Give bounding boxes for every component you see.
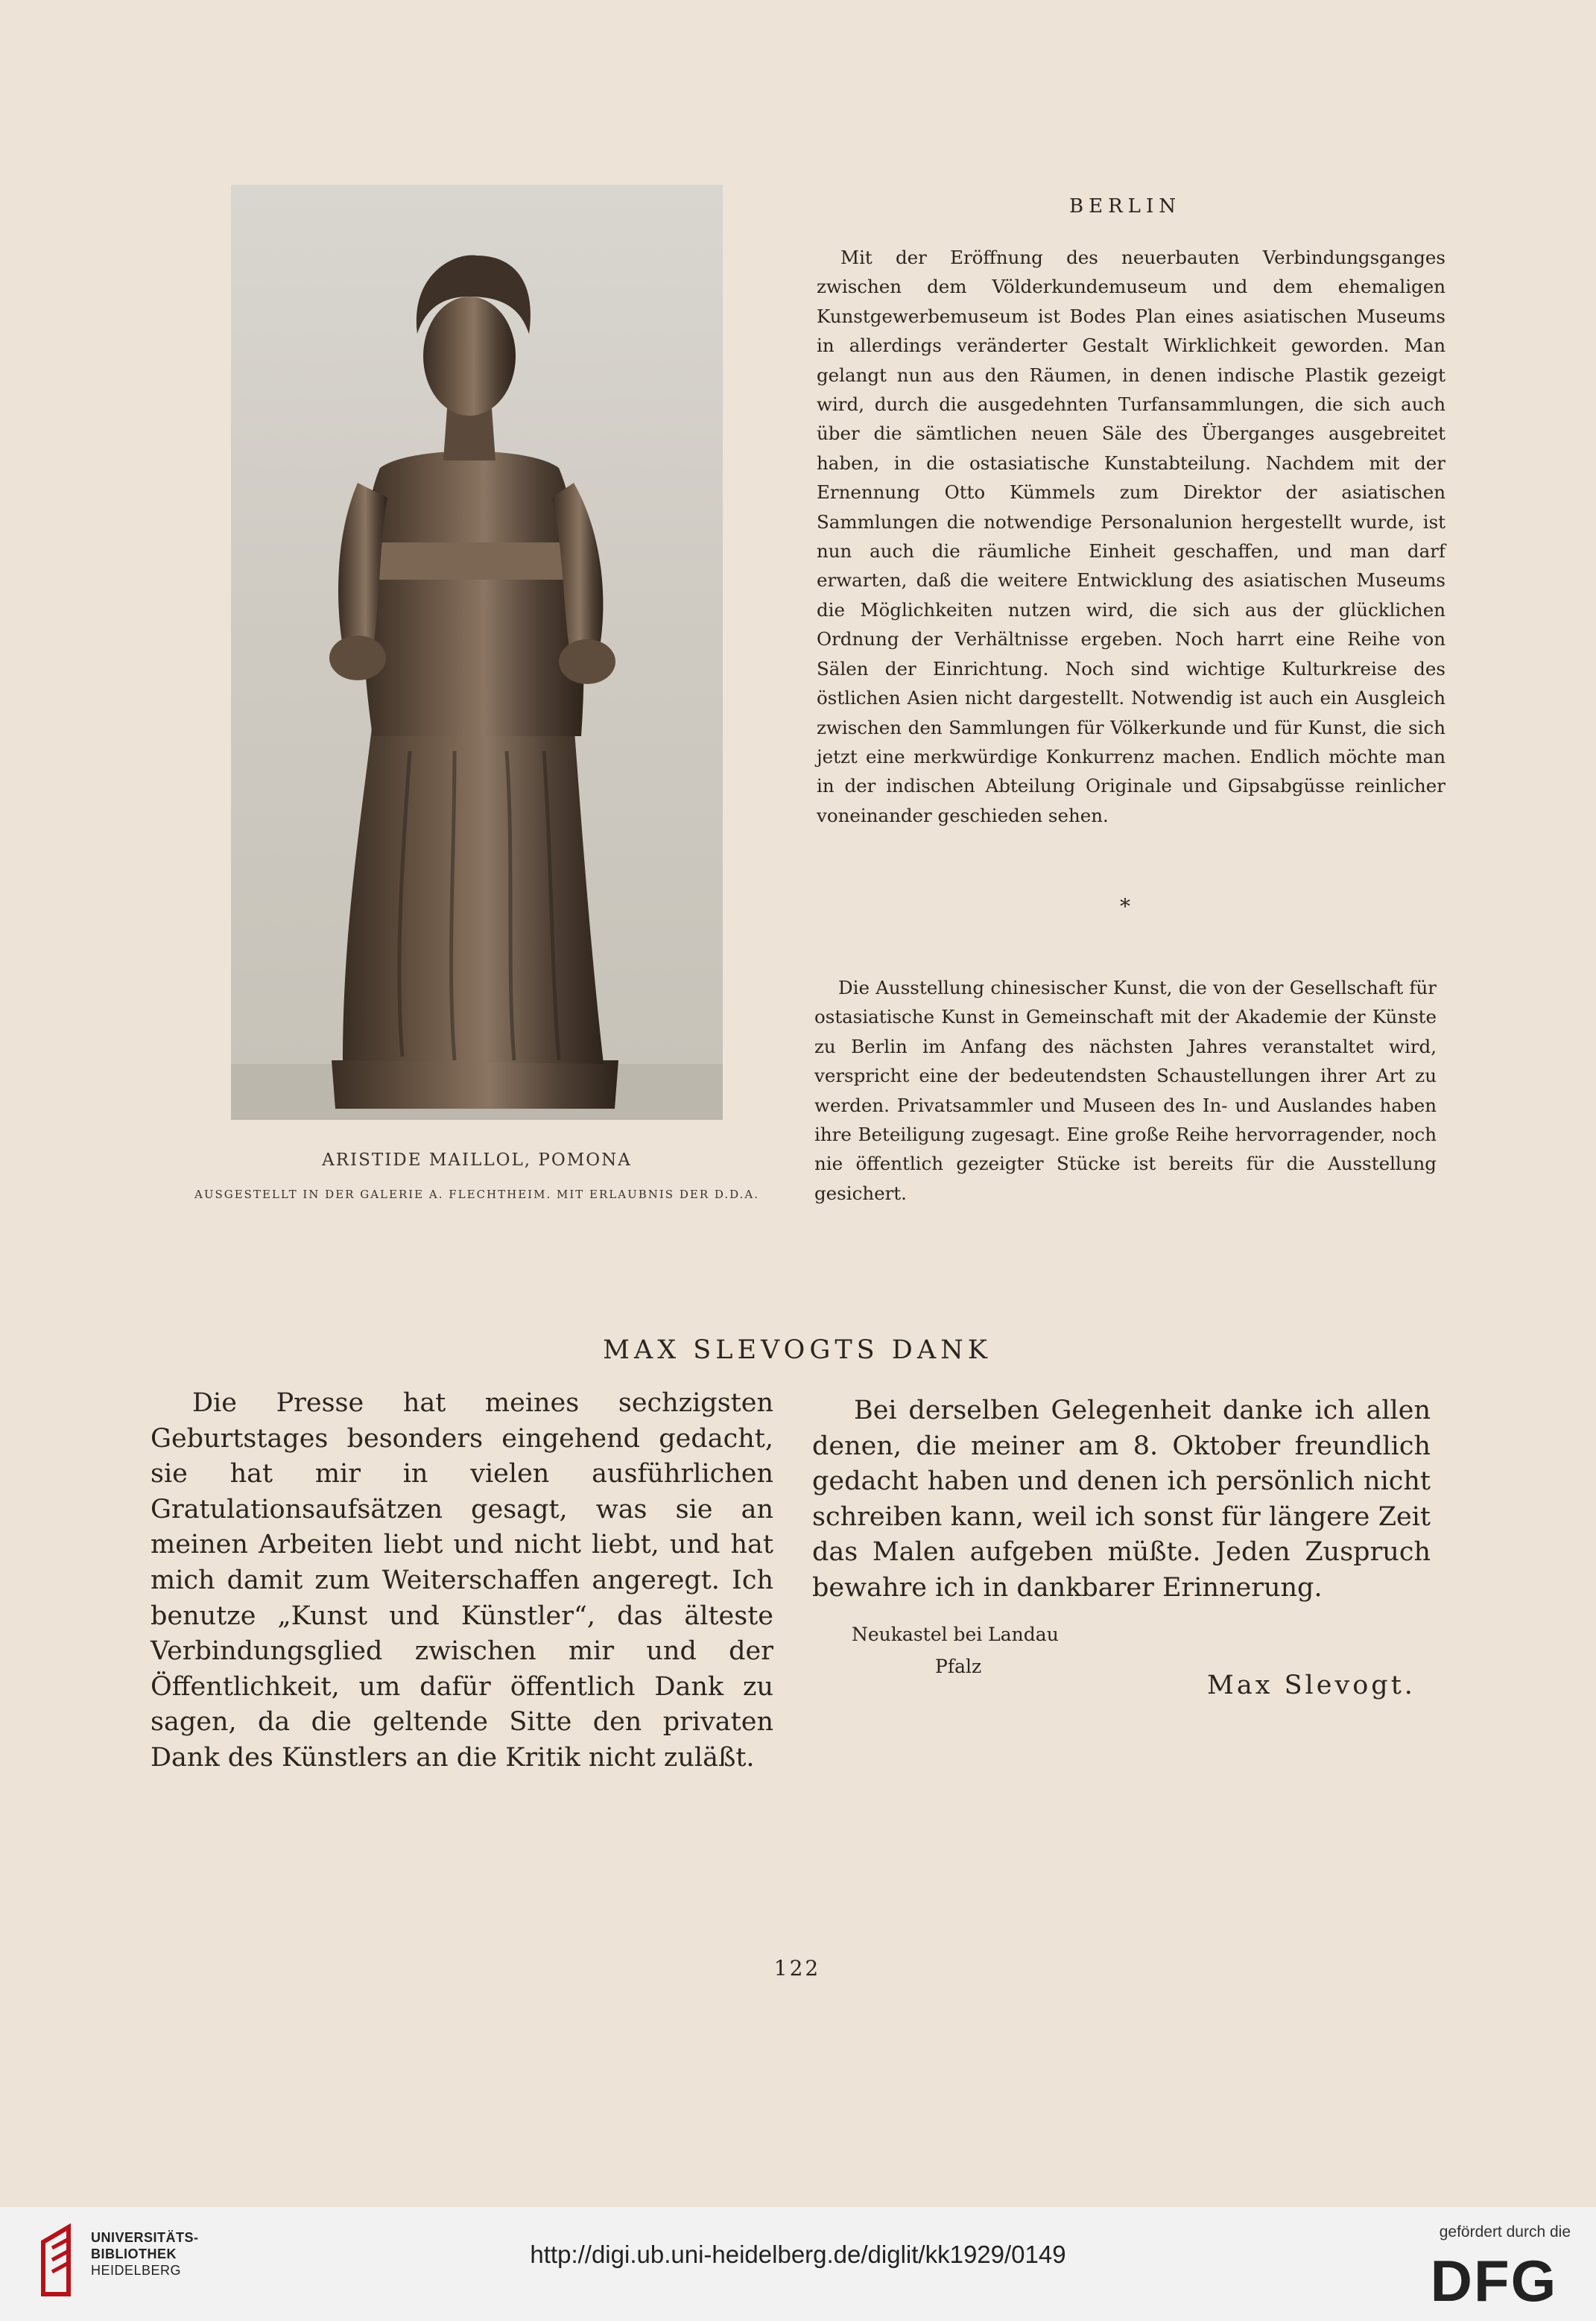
library-name-line2: BIBLIOTHEK [91, 2246, 177, 2261]
digitization-footer [0, 2207, 1596, 2321]
berlin-heading: BERLIN [1069, 195, 1181, 218]
funded-by-label: gefördert durch die [1439, 2223, 1571, 2241]
image-caption-title: ARISTIDE MAILLOL, POMONA [322, 1150, 632, 1170]
slevogt-left-column [151, 1386, 773, 1776]
pomona-statue-photo [231, 185, 723, 1120]
dfg-logo-icon[interactable] [1416, 2250, 1572, 2310]
page-number: 122 [773, 1956, 821, 1980]
place-line [852, 1618, 1059, 1682]
image-caption-credit: AUSGESTELLT IN DER GALERIE A. FLECHTHEIM. MIT ERLAUBNIS DER D.D.A. [194, 1188, 759, 1201]
berlin-paragraph: Mit der Eröffnung des neuerbauten Verbindungsganges zwischen dem Völderkundemuseum und dem ehemaligen Kunstgewerbemuseum ist Bodes Plan eines asiatischen Museums in allerdings veränderter Gestalt Wirklichkeit geworden. Man gelangt nun aus den Räumen, in denen indische Plastik gezeigt wird, durch die ausgedehnten Turfansammlungen, die sich auch über die sämtlichen neuen Säle des Überganges ausgebreitet haben, in die ostasiatische Kunstabteilung. Nachdem mit der Ernennung Otto Kümmels zum Direktor der asiatischen Sammlungen die notwendige Personalunion hergestellt wurde, ist nun auch die räumliche Einheit geschaffen, und man darf erwarten, daß die weitere Entwicklung des asiatischen Museums die Möglichkeiten nutzen wird, die sich aus der glücklichen Ordnung der Verhältnisse ergeben. Noch harrt eine Reihe von Sälen der Einrichtung. Noch sind wichtige Kulturkreise des östlichen Asien nicht dargestellt. Notwendig ist auch ein Ausgleich zwischen den Sammlungen für Völkerkunde und für Kunst, die sich jetzt eine merkwürdige Konkurrenz machen. Endlich möchte man in der indischen Abteilung Originale und Gipsabgüsse reinlicher voneinander geschieden sehen. [817, 247, 1445, 826]
place-name: Neukastel bei Landau [852, 1624, 1059, 1645]
section-separator: * [1120, 894, 1130, 919]
slevogt-left-paragraph: Die Presse hat meines sechzigsten Geburtstages besonders eingehend gedacht, sie hat mir in vielen ausführlichen Gratulationsaufsätzen gesagt, was sie an meinen Arbeiten liebt und nicht liebt, und hat mich damit zum Weiterschaffen angeregt. Ich benutze „Kunst und Künstler“, das älteste Verbindungsglied zwischen mir und der Öffentlichkeit, um dafür öffentlich Dank zu sagen, da die geltende Sitte den privaten Dank des Künstlers an die Kritik nicht zuläßt. [151, 1388, 773, 1773]
place-region: Pfalz [935, 1656, 982, 1677]
permalink-url[interactable]: http://digi.ub.uni-heidelberg.de/diglit/kk1929/0149 [530, 2241, 1066, 2268]
slevogt-right-paragraph: Bei derselben Gelegenheit danke ich allen denen, die meiner am 8. Oktober freundlich gedacht haben und denen ich persönlich nicht schreiben kann, weil ich sonst für längere Zeit das Malen aufgeben müßte. Jeden Zuspruch bewahre ich in dankbarer Erinnerung. [812, 1396, 1431, 1603]
exhibition-paragraph: Die Ausstellung chinesischer Kunst, die von der Gesellschaft für ostasiatische Kunst in Gemeinschaft mit der Akademie der Künste zu Berlin im Anfang des nächsten Jahres veranstaltet wird, verspricht eine der bedeutendsten Schaustellungen ihrer Art zu werden. Privatsammler und Museen des In- und Auslandes haben ihre Beteiligung zugesagt. Eine große Reihe hervorragender, noch nie öffentlich gezeigter Stücke ist bereits für die Ausstellung gesichert. [814, 977, 1437, 1204]
berlin-article [817, 243, 1445, 830]
slevogt-heading: MAX SLEVOGTS DANK [603, 1335, 992, 1365]
library-name-line1: UNIVERSITÄTS- [91, 2230, 199, 2245]
statue-illustration [231, 185, 723, 1120]
dfg-logo-text: DFG [1430, 2250, 1558, 2310]
slevogt-right-column [812, 1393, 1431, 1606]
exhibition-article [814, 973, 1437, 1208]
library-name-line3: HEIDELBERG [91, 2263, 182, 2278]
signature: Max Slevogt. [1207, 1671, 1416, 1700]
